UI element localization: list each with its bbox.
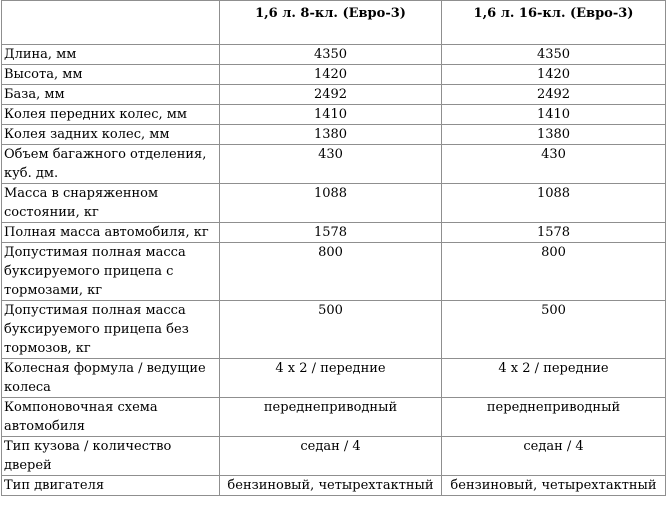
value-8v-cell: 2492 (220, 85, 442, 105)
value-8v-cell: 500 (220, 301, 442, 359)
table-body (2, 45, 666, 496)
header-empty-cell (2, 1, 220, 45)
table-row (2, 45, 666, 65)
parameter-cell: Тип кузова / количество дверей (2, 437, 220, 476)
table-row (2, 125, 666, 145)
value-8v-cell: 4350 (220, 45, 442, 65)
parameter-cell: Колея задних колес, мм (2, 125, 220, 145)
value-16v-cell: 1088 (442, 184, 666, 223)
value-8v-cell: 430 (220, 145, 442, 184)
table-row (2, 301, 666, 359)
parameter-cell: База, мм (2, 85, 220, 105)
value-8v-cell: 1380 (220, 125, 442, 145)
value-16v-cell: 2492 (442, 85, 666, 105)
value-16v-cell: 1410 (442, 105, 666, 125)
table-row (2, 85, 666, 105)
value-8v-cell: бензиновый, четырехтактный (220, 476, 442, 496)
value-8v-cell: 1420 (220, 65, 442, 85)
parameter-cell: Тип двигателя (2, 476, 220, 496)
value-16v-cell: 1578 (442, 223, 666, 243)
value-16v-cell: 500 (442, 301, 666, 359)
table-row (2, 145, 666, 184)
parameter-cell: Объем багажного отделения, куб. дм. (2, 145, 220, 184)
table-row (2, 243, 666, 301)
parameter-cell: Колесная формула / ведущие колеса (2, 359, 220, 398)
table-row (2, 184, 666, 223)
parameter-cell: Масса в снаряженном состоянии, кг (2, 184, 220, 223)
value-8v-cell: 1088 (220, 184, 442, 223)
table-row (2, 65, 666, 85)
parameter-cell: Длина, мм (2, 45, 220, 65)
value-8v-cell: 1410 (220, 105, 442, 125)
table-row (2, 359, 666, 398)
table-row (2, 223, 666, 243)
value-16v-cell: 4350 (442, 45, 666, 65)
value-16v-cell: бензиновый, четырехтактный (442, 476, 666, 496)
value-8v-cell: седан / 4 (220, 437, 442, 476)
parameter-cell: Колея передних колес, мм (2, 105, 220, 125)
header-engine-16v: 1,6 л. 16-кл. (Евро-3) (442, 1, 666, 45)
table-row (2, 398, 666, 437)
value-16v-cell: седан / 4 (442, 437, 666, 476)
parameter-cell: Компоновочная схема автомобиля (2, 398, 220, 437)
parameter-cell: Допустимая полная масса буксируемого прицепа без тормозов, кг (2, 301, 220, 359)
value-8v-cell: 4 x 2 / передние (220, 359, 442, 398)
value-16v-cell: 430 (442, 145, 666, 184)
value-16v-cell: переднеприводный (442, 398, 666, 437)
value-8v-cell: 1578 (220, 223, 442, 243)
value-16v-cell: 4 x 2 / передние (442, 359, 666, 398)
header-engine-8v: 1,6 л. 8-кл. (Евро-3) (220, 1, 442, 45)
specifications-table (1, 0, 666, 496)
table-row (2, 105, 666, 125)
parameter-cell: Полная масса автомобиля, кг (2, 223, 220, 243)
value-16v-cell: 1420 (442, 65, 666, 85)
parameter-cell: Допустимая полная масса буксируемого прицепа с тормозами, кг (2, 243, 220, 301)
value-8v-cell: переднеприводный (220, 398, 442, 437)
value-16v-cell: 800 (442, 243, 666, 301)
parameter-cell: Высота, мм (2, 65, 220, 85)
value-16v-cell: 1380 (442, 125, 666, 145)
table-row (2, 476, 666, 496)
table-header-row (2, 1, 666, 45)
value-8v-cell: 800 (220, 243, 442, 301)
table-row (2, 437, 666, 476)
